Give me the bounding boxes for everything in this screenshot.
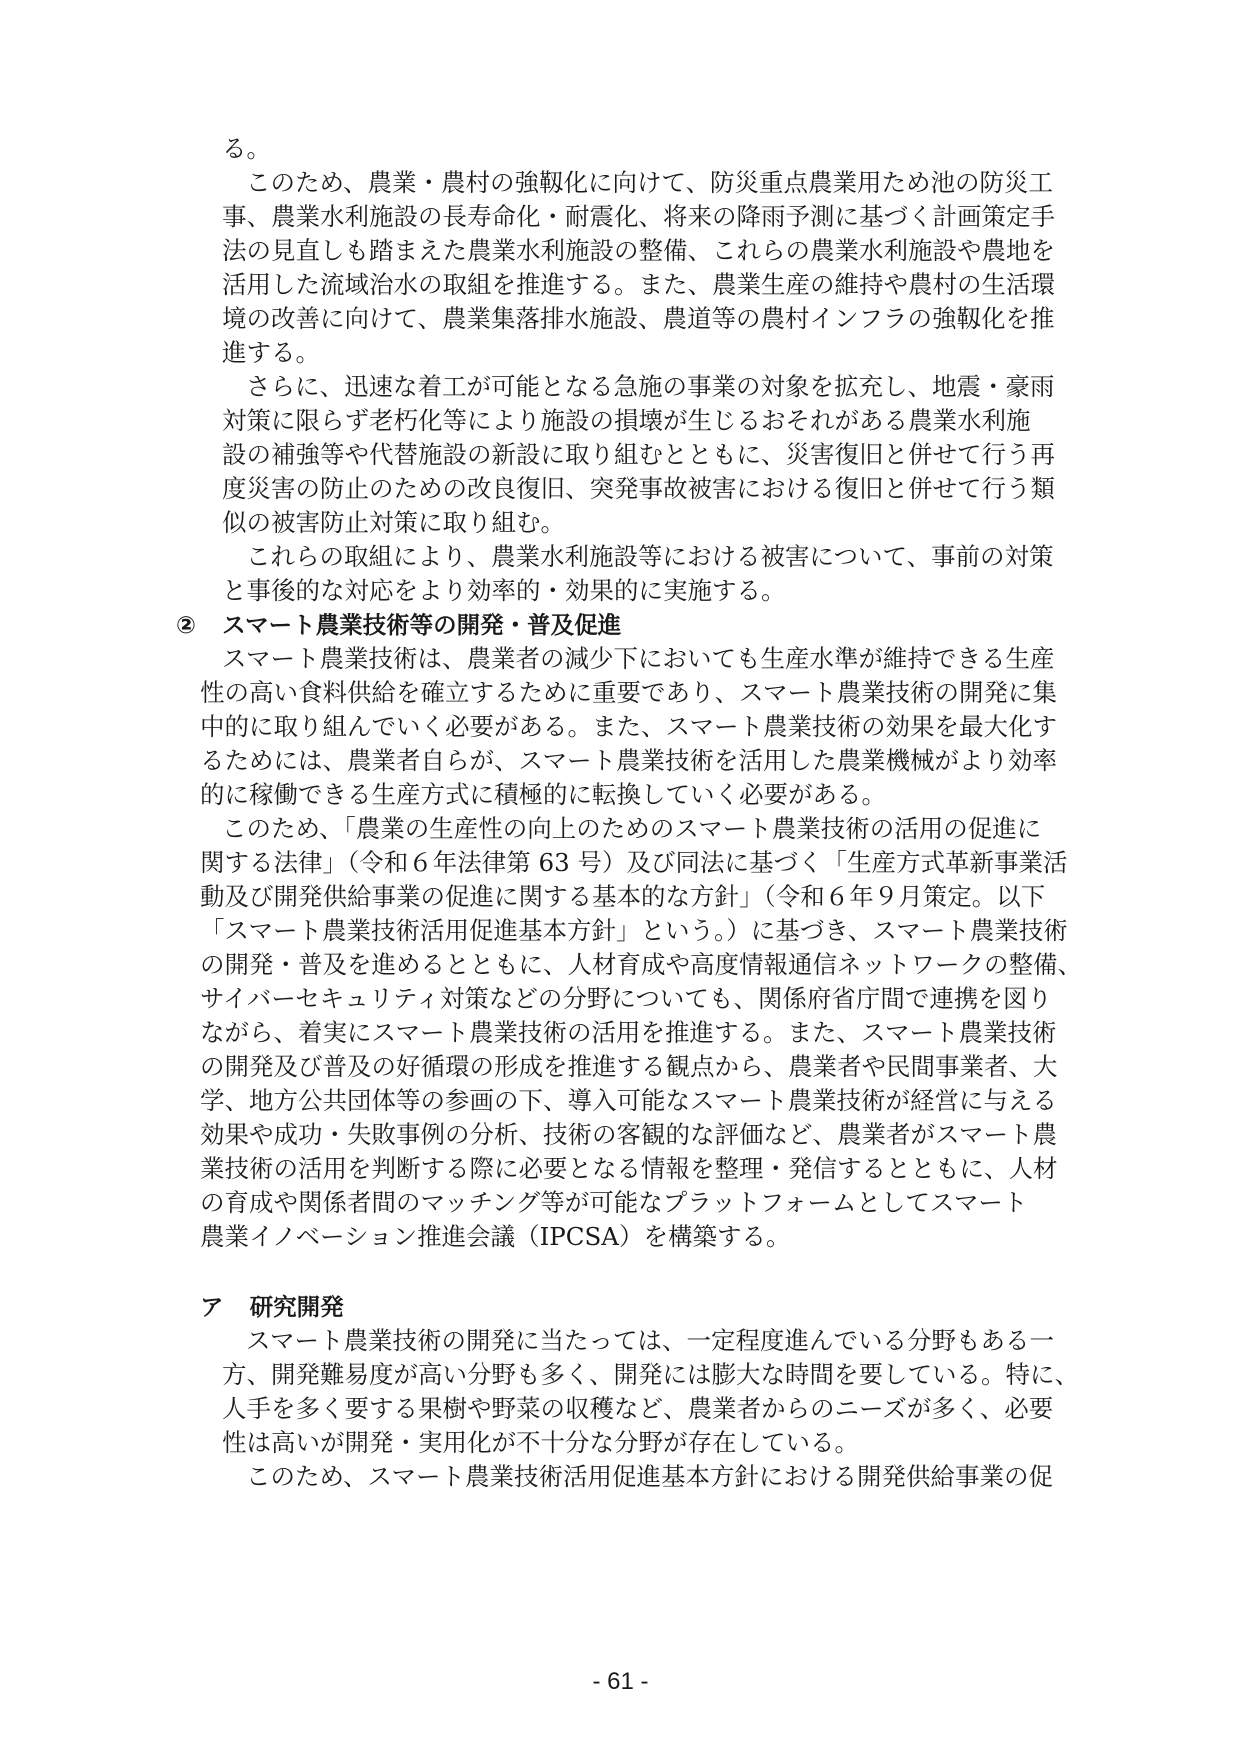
body-text-line: さらに、迅速な着工が可能となる急施の事業の対象を拡充し、地震・豪雨: [246, 372, 1055, 401]
body-text-line: 性の高い食料供給を確立するために重要であり、スマート農業技術の開発に集: [200, 678, 1058, 707]
body-text-line: サイバーセキュリティ対策などの分野についても、関係府省庁間で連携を図り: [200, 984, 1052, 1013]
body-text-line: 法の見直しも踏まえた農業水利施設の整備、これらの農業水利施設や農地を: [222, 236, 1055, 265]
subsection-title: 研究開発: [249, 1293, 344, 1321]
body-text-line: 動及び開発供給事業の促進に関する基本的な方針」（令和６年９月策定。以下: [200, 882, 1046, 911]
body-text-line: 中的に取り組んでいく必要がある。また、スマート農業技術の効果を最大化す: [200, 712, 1058, 741]
body-text-line: スマート農業技術は、農業者の減少下においても生産水準が維持できる生産: [222, 644, 1055, 673]
body-text-line: る。: [222, 134, 271, 163]
body-text-line: と事後的な対応をより効率的・効果的に実施する。: [222, 576, 786, 605]
body-text-line: 効果や成功・失敗事例の分析、技術の客観的な評価など、農業者がスマート農: [200, 1120, 1058, 1149]
body-text-line: の開発及び普及の好循環の形成を推進する観点から、農業者や民間事業者、大: [200, 1052, 1058, 1081]
body-text-line: 人手を多く要する果樹や野菜の収穫など、農業者からのニーズが多く、必要: [222, 1394, 1054, 1423]
body-text-line: の開発・普及を進めるとともに、人材育成や高度情報通信ネットワークの整備、: [200, 950, 1082, 979]
body-text-line: 似の被害防止対策に取り組む。: [222, 508, 565, 537]
section-heading: [176, 608, 621, 642]
body-text-line: 進する。: [222, 338, 320, 367]
body-text-line: これらの取組により、農業水利施設等における被害について、事前の対策: [246, 542, 1054, 571]
body-text-line: 対策に限らず老朽化等により施設の損壊が生じるおそれがある農業水利施: [222, 406, 1031, 435]
body-text-line: 方、開発難易度が高い分野も多く、開発には膨大な時間を要している。特に、: [222, 1360, 1080, 1389]
page-number: - 61 -: [592, 1668, 649, 1695]
body-text-line: るためには、農業者自らが、スマート農業技術を活用した農業機械がより効率: [200, 746, 1058, 775]
body-text-line: 的に稼働できる生産方式に積極的に転換していく必要がある。: [200, 780, 886, 809]
body-text-line: 関する法律」（令和６年法律第 63 号）及び同法に基づく「生産方式革新事業活: [200, 848, 1068, 877]
body-text-line: 設の補強等や代替施設の新設に取り組むとともに、災害復旧と併せて行う再: [222, 440, 1055, 469]
body-text-line: 事、農業水利施設の長寿命化・耐震化、将来の降雨予測に基づく計画策定手: [222, 202, 1055, 231]
body-text-line: 性は高いが開発・実用化が不十分な分野が存在している。: [222, 1428, 859, 1457]
subsection-label: ア: [200, 1293, 224, 1321]
body-text-line: 業技術の活用を判断する際に必要となる情報を整理・発信するとともに、人材: [200, 1154, 1058, 1183]
section-number: ②: [176, 611, 196, 639]
body-text-line: 度災害の防止のための改良復旧、突発事故被害における復旧と併せて行う類: [222, 474, 1055, 503]
body-text-line: 農業イノベーション推進会議（IPCSA）を構築する。: [200, 1222, 791, 1251]
section-title: スマート農業技術等の開発・普及促進: [222, 611, 622, 639]
body-text-line: このため、「農業の生産性の向上のためのスマート農業技術の活用の促進に: [222, 814, 1042, 843]
body-text-line: の育成や関係者間のマッチング等が可能なプラットフォームとしてスマート: [200, 1188, 1028, 1217]
body-text-line: 学、地方公共団体等の参画の下、導入可能なスマート農業技術が経営に与える: [200, 1086, 1058, 1115]
subsection-heading: [200, 1290, 344, 1324]
body-text-line: このため、スマート農業技術活用促進基本方針における開発供給事業の促: [246, 1462, 1054, 1491]
body-text-line: スマート農業技術の開発に当たっては、一定程度進んでいる分野もある一: [246, 1326, 1055, 1355]
body-text-line: ながら、着実にスマート農業技術の活用を推進する。また、スマート農業技術: [200, 1018, 1057, 1047]
body-text-line: 「スマート農業技術活用促進基本方針」という。）に基づき、スマート農業技術: [200, 916, 1068, 945]
body-text-line: 境の改善に向けて、農業集落排水施設、農道等の農村インフラの強靱化を推: [222, 304, 1055, 333]
body-text-line: 活用した流域治水の取組を推進する。また、農業生産の維持や農村の生活環: [222, 270, 1055, 299]
body-text-line: このため、農業・農村の強靱化に向けて、防災重点農業用ため池の防災工: [246, 168, 1054, 197]
